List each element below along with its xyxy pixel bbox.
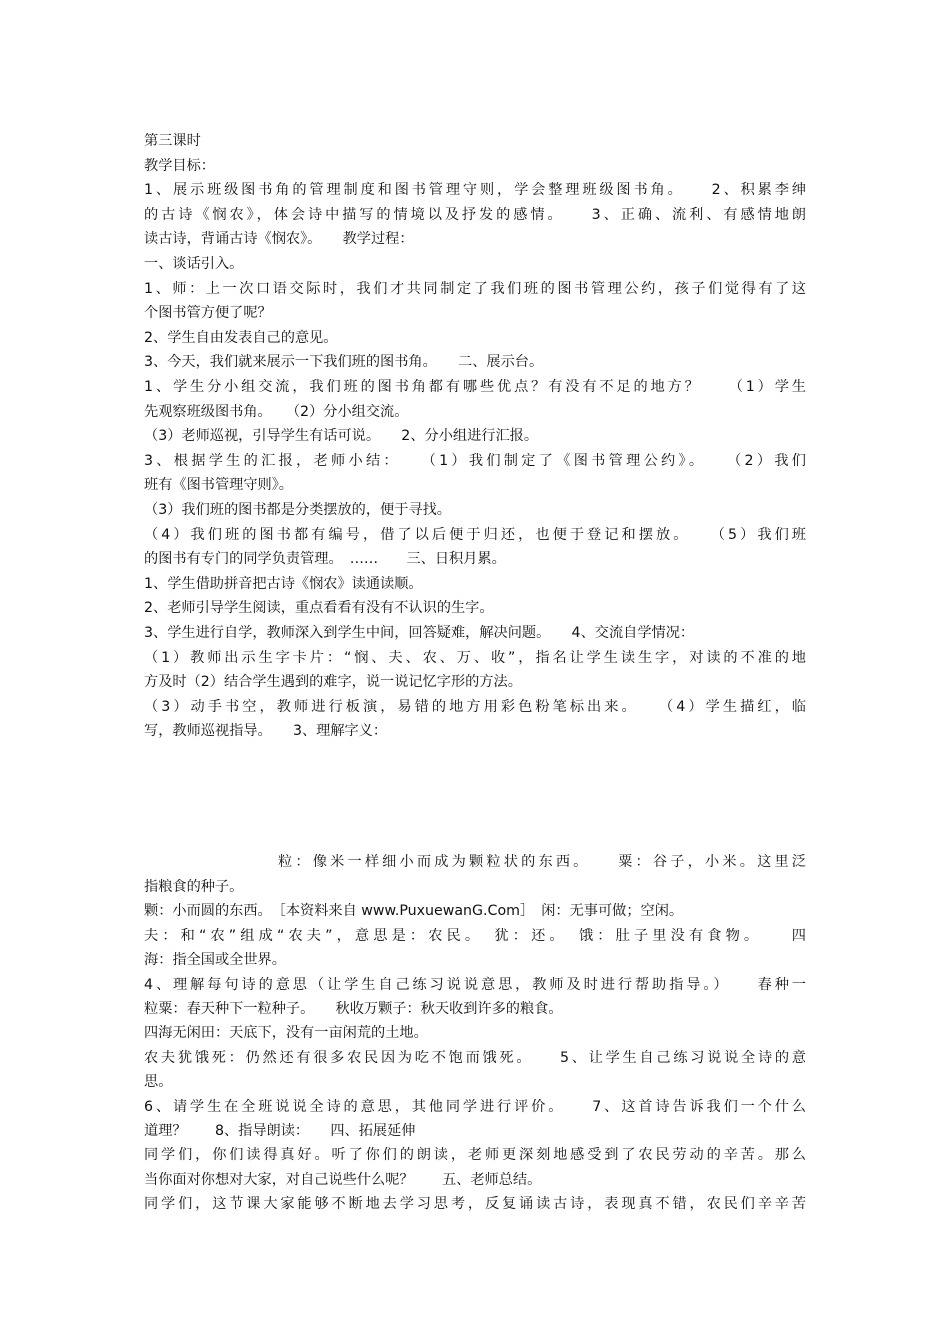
text-line: 先观察班级图书角。 （2）分小组交流。 — [144, 403, 409, 420]
text-line: （3）老师巡视，引导学生有话可说。 2、分小组进行汇报。 — [144, 428, 539, 445]
text-line: 的古诗《悯农》，体会诗中描写的情境以及抒发的感情。 3、正确、流利、有感情地朗 — [144, 206, 806, 223]
text-line: （3）动手书空，教师进行板演，易错的地方用彩色粉笔标出来。 （4）学生描红，临 — [144, 698, 806, 715]
text-line: 3、学生进行自学，教师深入到学生中间，回答疑难，解决问题。 4、交流自学情况： — [144, 625, 695, 641]
text-line: 农夫犹饿死：仍然还有很多农民因为吃不饱而饿死。 5、让学生自己练习说说全诗的意 — [144, 1049, 806, 1066]
text-line: 班有《图书管理守则》。 — [144, 477, 293, 494]
text-line: 指粮食的种子。 — [144, 879, 244, 895]
text-line: 1、师：上一次口语交际时，我们才共同制定了我们班的图书管理公约，孩子们觉得有了这 — [144, 280, 806, 297]
text-line: （4）我们班的图书都有编号，借了以后便于归还，也便于登记和摆放。 （5）我们班 — [144, 526, 806, 543]
text-line: 当你面对你想对大家，对自己说些什么呢？ 五、老师总结。 — [144, 1171, 542, 1188]
text-line: 同学们，这节课大家能够不断地去学习思考，反复诵读古诗，表现真不错，农民们辛辛苦 — [144, 1196, 806, 1213]
text-line: （1）教师出示生字卡片：“悯、夫、农、万、收”，指名让学生读生字，对读的不准的地 — [144, 649, 806, 666]
text-line: 思。 — [144, 1074, 173, 1091]
text-line: 1、展示班级图书角的管理制度和图书管理守则，学会整理班级图书角。 2、积累李绅 — [144, 182, 806, 199]
text-line: 粒粟：春天种下一粒种子。 秋收万颗子：秋天收到许多的粮食。 — [144, 1001, 563, 1017]
text-line: 道理？ 8、指导朗读： 四、拓展延伸 — [144, 1123, 416, 1139]
text-line: 同学们，你们读得真好。听了你们的朗读，老师更深刻地感受到了农民劳动的辛苦。那么 — [144, 1147, 806, 1164]
text-line: 3、今天，我们就来展示一下我们班的图书角。 二、展示台。 — [144, 354, 544, 371]
text-line: 2、老师引导学生阅读，重点看看有没有不认识的生字。 — [144, 600, 494, 617]
text-line: 个图书管方便了呢？ — [144, 305, 272, 322]
text-line: 海：指全国或全世界。 — [144, 952, 286, 969]
text-line: 4、理解每句诗的意思（让学生自己练习说说意思，教师及时进行帮助指导。） 春种一 — [144, 976, 806, 993]
text-line: 一、谈话引入。 — [144, 256, 244, 272]
text-line: 四海无闲田：天底下，没有一亩闲荒的土地。 — [144, 1025, 428, 1042]
text-line: 夫：和“农”组成“农夫”，意思是：农民。 犹：还。 饿：肚子里没有食物。 四 — [144, 927, 806, 944]
text-line: 6、请学生在全班说说全诗的意思，其他同学进行评价。 7、这首诗告诉我们一个什么 — [144, 1098, 806, 1115]
text-line: 的图书有专门的同学负责管理。 …… 三、日积月累。 — [144, 551, 506, 568]
text-line: 3、根据学生的汇报，老师小结： （1）我们制定了《图书管理公约》。 （2）我们 — [144, 452, 806, 469]
text-line: 颗：小而圆的东西。 ［本资料来自 www.PuxuewanG.Com］ 闲：无事可做；空闲。 — [144, 903, 684, 920]
text-line: 第三课时 — [144, 133, 201, 149]
text-line: 2、学生自由发表自己的意见。 — [144, 329, 338, 346]
text-line: 读古诗，背诵古诗《悯农》。 教学过程： — [144, 231, 414, 248]
text-line: （3）我们班的图书都是分类摆放的，便于寻找。 — [144, 502, 451, 518]
text-line: 1、学生分小组交流，我们班的图书角都有哪些优点？有没有不足的地方？ （1）学生 — [144, 379, 806, 395]
text-line: 粒：像米一样细小而成为颗粒状的东西。 粟：谷子，小米。这里泛 — [278, 854, 806, 870]
text-line: 写，教师巡视指导。 3、理解字义： — [144, 723, 388, 740]
text-line: 教学目标： — [144, 157, 215, 174]
text-line: 方及时（2）结合学生遇到的难字，说一说记忆字形的方法。 — [144, 674, 522, 691]
text-line: 1、学生借助拼音把古诗《悯农》读通读顺。 — [144, 575, 423, 592]
